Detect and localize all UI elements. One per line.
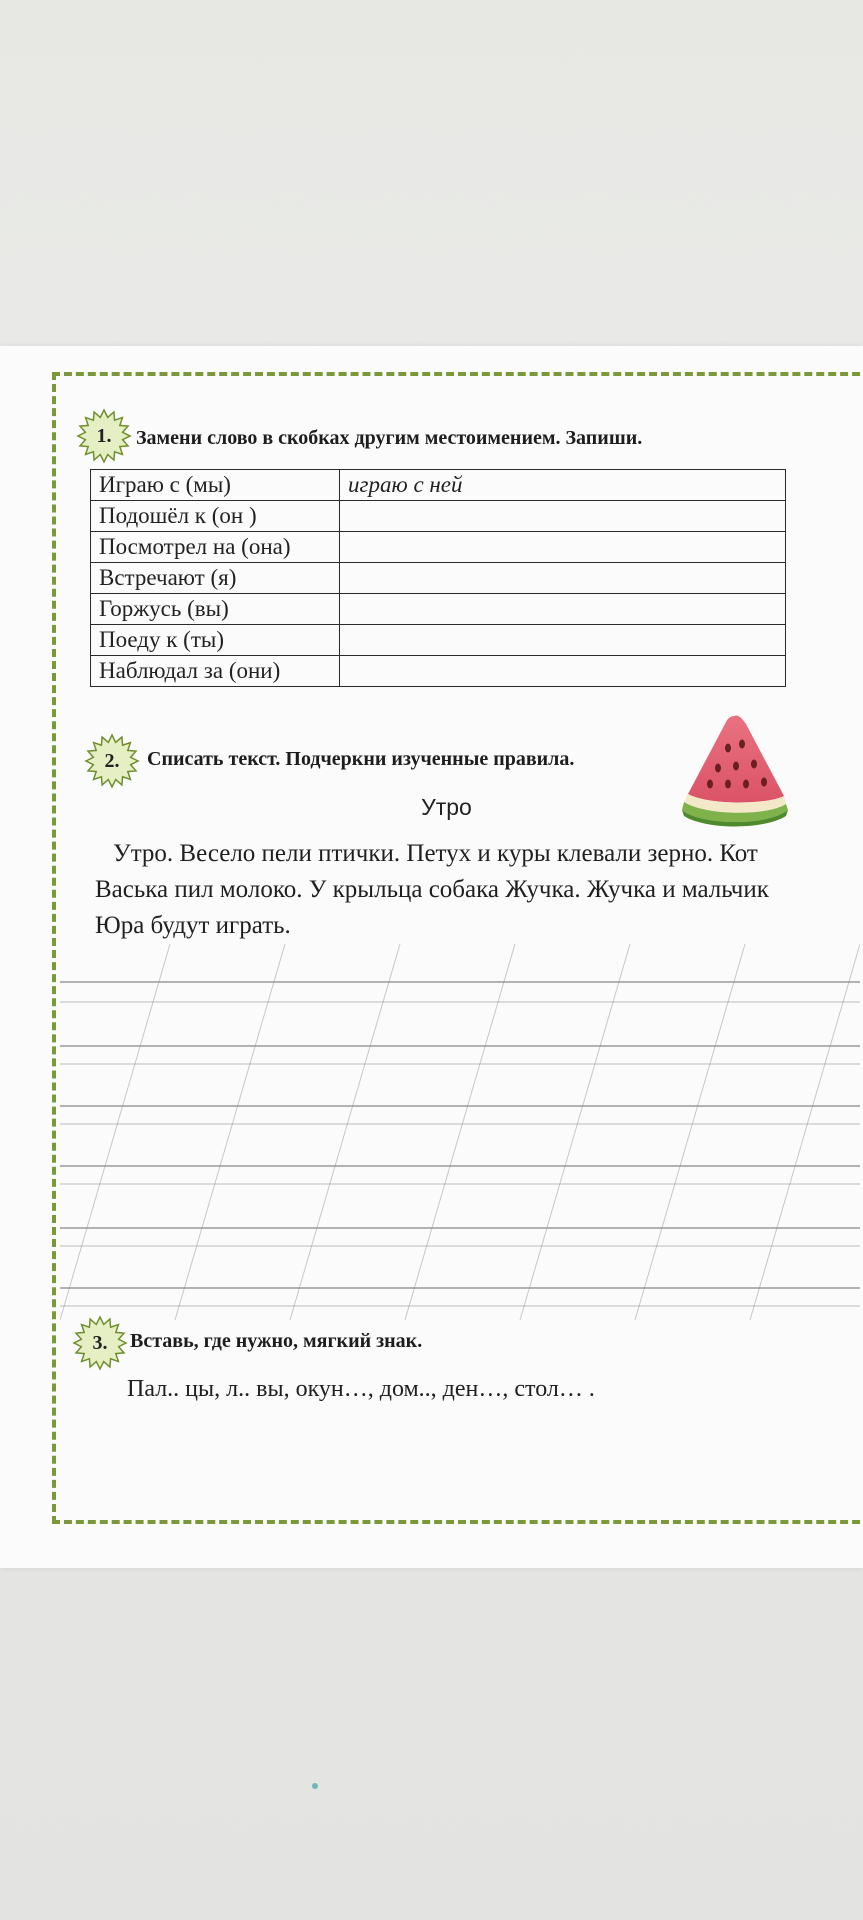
task-3-exercise-text: Пал.. цы, л.. вы, окун…, дом.., ден…, стол… . xyxy=(127,1376,595,1402)
task-2-number: 2. xyxy=(104,749,120,772)
table-row xyxy=(91,625,786,656)
handwriting-practice-lines xyxy=(60,944,860,1320)
table-cell-answer[interactable] xyxy=(340,625,786,656)
table-cell-phrase: Подошёл к (он ) xyxy=(91,501,340,532)
table-cell-answer[interactable] xyxy=(340,563,786,594)
table-cell-phrase: Наблюдал за (они) xyxy=(91,656,340,687)
background-speck xyxy=(312,1783,318,1789)
table-cell-answer[interactable] xyxy=(340,594,786,625)
task-3-number: 3. xyxy=(92,1331,108,1354)
task-3-star-badge-icon xyxy=(72,1315,128,1371)
table-row xyxy=(91,563,786,594)
table-cell-phrase: Горжусь (вы) xyxy=(91,594,340,625)
story-text: Утро. Весело пели птички. Петух и куры клевали зерно. Кот Васька пил молоко. У крыльца собака Жучка. Жучка и мальчик Юра будут играть. xyxy=(95,840,769,939)
story-title: Утро xyxy=(421,794,472,820)
task-1-star-badge-icon xyxy=(76,408,132,464)
task-3-title: Вставь, где нужно, мягкий знак. xyxy=(130,1330,423,1352)
table-cell-answer[interactable]: играю с ней xyxy=(340,470,786,501)
table-cell-phrase: Поеду к (ты) xyxy=(91,625,340,656)
table-cell-phrase: Посмотрел на (она) xyxy=(91,532,340,563)
table-cell-answer[interactable] xyxy=(340,532,786,563)
table-row xyxy=(91,501,786,532)
table-row xyxy=(91,532,786,563)
table-row xyxy=(91,656,786,687)
table-cell-answer[interactable] xyxy=(340,656,786,687)
table-cell-phrase: Встречают (я) xyxy=(91,563,340,594)
table-cell-phrase: Играю с (мы) xyxy=(91,470,340,501)
pronoun-table xyxy=(90,469,786,687)
task-1-title: Замени слово в скобках другим местоимением. Запиши. xyxy=(136,427,643,449)
task-2-title: Списать текст. Подчеркни изученные правила. xyxy=(147,748,575,770)
task-2-star-badge-icon xyxy=(84,733,140,789)
table-row xyxy=(91,594,786,625)
table-cell-answer[interactable] xyxy=(340,501,786,532)
table-row xyxy=(91,470,786,501)
task-1-number: 1. xyxy=(96,424,112,447)
